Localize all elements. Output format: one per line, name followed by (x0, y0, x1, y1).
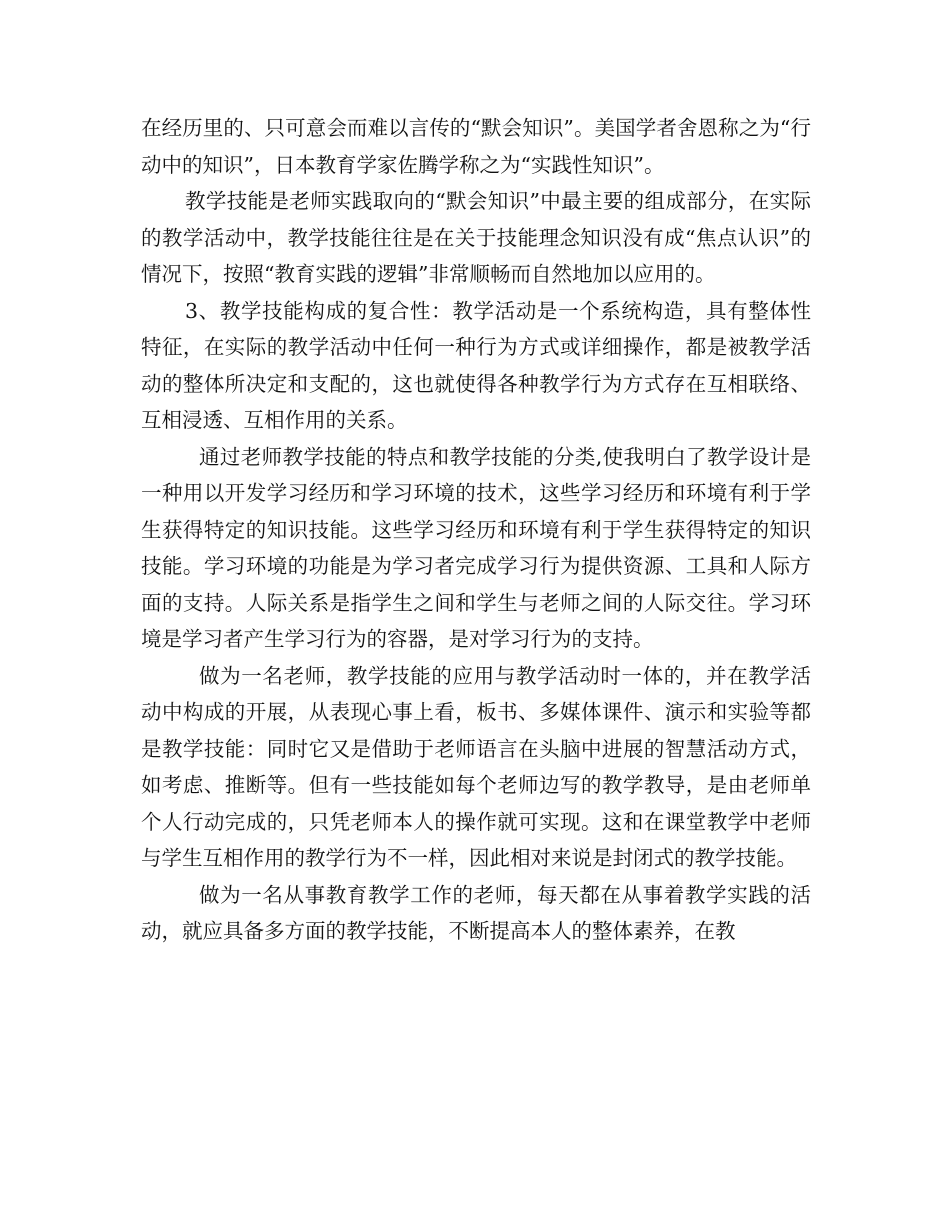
paragraph-4: 通过老师教学技能的特点和教学技能的分类,使我明白了教学设计是一种用以开发学习经历和学习环境的技术，这些学习经历和环境有利于学生获得特定的知识技能。这些学习经历和环境有利于学生获得特定的知识技能。学习环境的功能是为学习者完成学习行为提供资源、工具和人际方面的支持。人际关系是指学生之间和学生与老师之间的人际交往。学习环境是学习者产生学习行为的容器，是对学习行为的支持。 (141, 444, 811, 651)
paragraph-2: 教学技能是老师实践取向的“默会知识”中最主要的组成部分，在实际的教学活动中，教学技能往往是在关于技能理念知识没有成“焦点认识”的情况下，按照“教育实践的逻辑”非常顺畅而自然地加以应用的。 (141, 189, 811, 286)
document-body (141, 110, 811, 950)
paragraph-1: 在经历里的、只可意会而难以言传的“默会知识”。美国学者舍恩称之为“行动中的知识”，日本教育学家佐腾学称之为“实践性知识”。 (141, 116, 811, 177)
paragraph-6: 做为一名从事教育教学工作的老师，每天都在从事着教学实践的活动，就应具备多方面的教学技能，不断提高本人的整体素养，在教 (141, 882, 811, 943)
paragraph-5: 做为一名老师，教学技能的应用与教学活动时一体的，并在教学活动中构成的开展，从表现心事上看，板书、多媒体课件、演示和实验等都是教学技能：同时它又是借助于老师语言在头脑中进展的智慧活动方式，如考虑、推断等。但有一些技能如每个老师边写的教学教导，是由老师单个人行动完成的，只凭老师本人的操作就可实现。这和在课堂教学中老师与学生互相作用的教学行为不一样，因此相对来说是封闭式的教学技能。 (141, 663, 811, 870)
paragraph-3: 3、教学技能构成的复合性：教学活动是一个系统构造，具有整体性特征，在实际的教学活动中任何一种行为方式或详细操作，都是被教学活动的整体所决定和支配的，这也就使得各种教学行为方式存在互相联络、互相浸透、互相作用的关系。 (141, 298, 811, 432)
